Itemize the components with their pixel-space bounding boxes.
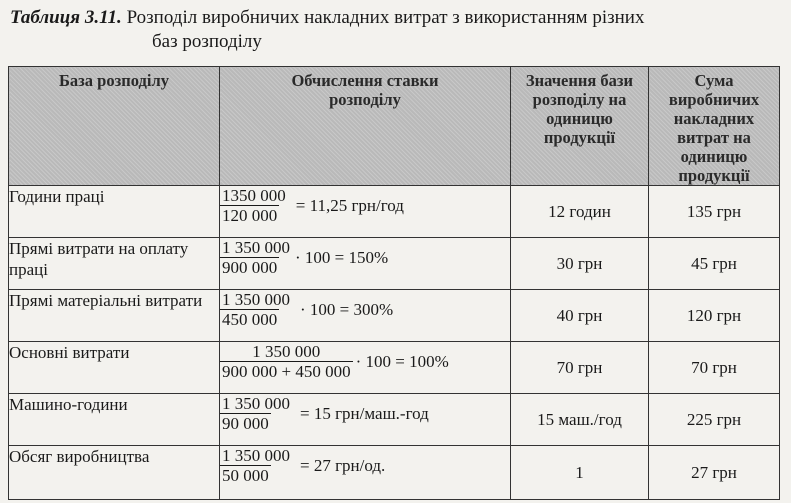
fraction-denominator: 900 000 + 450 000	[222, 362, 351, 381]
header-formula: Обчислення ставки розподілу	[220, 67, 511, 186]
fraction-numerator: 1 350 000	[222, 446, 290, 465]
fraction-numerator: 1 350 000	[222, 394, 290, 413]
table-caption	[10, 6, 780, 54]
formula-cell	[220, 238, 511, 290]
fraction-denominator: 50 000	[222, 466, 269, 485]
fraction-numerator: 1 350 000	[252, 342, 321, 361]
fraction-denominator: 450 000	[222, 310, 278, 329]
header-base: База розподілу	[9, 67, 220, 186]
unit-value-cell: 40 грн	[511, 290, 649, 342]
formula-cell	[220, 342, 511, 394]
fraction	[220, 186, 288, 225]
unit-value-cell: 15 маш./год	[511, 394, 649, 446]
cost-cell: 120 грн	[649, 290, 780, 342]
fraction-denominator: 120 000	[222, 206, 278, 225]
fraction-numerator: 1350 000	[222, 186, 286, 205]
base-cell: Години праці	[9, 186, 220, 238]
formula-result: = 15 грн/маш.-год	[300, 403, 429, 423]
cost-cell: 135 грн	[649, 186, 780, 238]
fraction	[220, 342, 353, 381]
table-row	[9, 446, 780, 500]
unit-value-cell: 1	[511, 446, 649, 500]
fraction-numerator: 1 350 000	[222, 238, 290, 257]
overhead-allocation-table	[8, 66, 780, 500]
unit-value-cell: 12 годин	[511, 186, 649, 238]
caption-title-line2: баз розподілу	[152, 31, 262, 52]
formula-result: · 100 = 100%	[355, 351, 449, 371]
base-cell: Прямі матеріальні витрати	[9, 290, 220, 342]
unit-value-cell: 30 грн	[511, 238, 649, 290]
cost-cell: 225 грн	[649, 394, 780, 446]
table-row	[9, 342, 780, 394]
table-row	[9, 394, 780, 446]
fraction	[220, 394, 292, 433]
formula-cell	[220, 186, 511, 238]
formula-cell	[220, 446, 511, 500]
base-cell: Основні витрати	[9, 342, 220, 394]
table-row	[9, 290, 780, 342]
fraction-numerator: 1 350 000	[222, 290, 290, 309]
formula-result: · 100 = 300%	[300, 299, 394, 319]
header-cost: Сума виробничих накладних витрат на одиницю продукції	[649, 67, 780, 186]
base-cell: Прямі витрати на оплату праці	[9, 238, 220, 290]
base-cell: Обсяг виробництва	[9, 446, 220, 500]
table-row	[9, 186, 780, 238]
fraction	[220, 446, 292, 485]
fraction	[220, 290, 292, 329]
cost-cell: 27 грн	[649, 446, 780, 500]
fraction	[220, 238, 292, 277]
fraction-denominator: 900 000	[222, 258, 278, 277]
cost-cell: 70 грн	[649, 342, 780, 394]
formula-cell	[220, 394, 511, 446]
formula-result: = 11,25 грн/год	[295, 195, 404, 215]
header-row	[9, 67, 780, 186]
header-unit-value: Значення бази розподілу на одиницю продукції	[511, 67, 649, 186]
formula-cell	[220, 290, 511, 342]
formula-result: = 27 грн/од.	[300, 455, 386, 475]
unit-value-cell: 70 грн	[511, 342, 649, 394]
formula-result: · 100 = 150%	[295, 247, 389, 267]
cost-cell: 45 грн	[649, 238, 780, 290]
table-row	[9, 238, 780, 290]
fraction-denominator: 90 000	[222, 414, 269, 433]
caption-title-line1: Розподіл виробничих накладних витрат з використанням різних	[126, 7, 645, 28]
caption-label: Таблиця 3.11.	[10, 7, 122, 28]
base-cell: Машино-години	[9, 394, 220, 446]
